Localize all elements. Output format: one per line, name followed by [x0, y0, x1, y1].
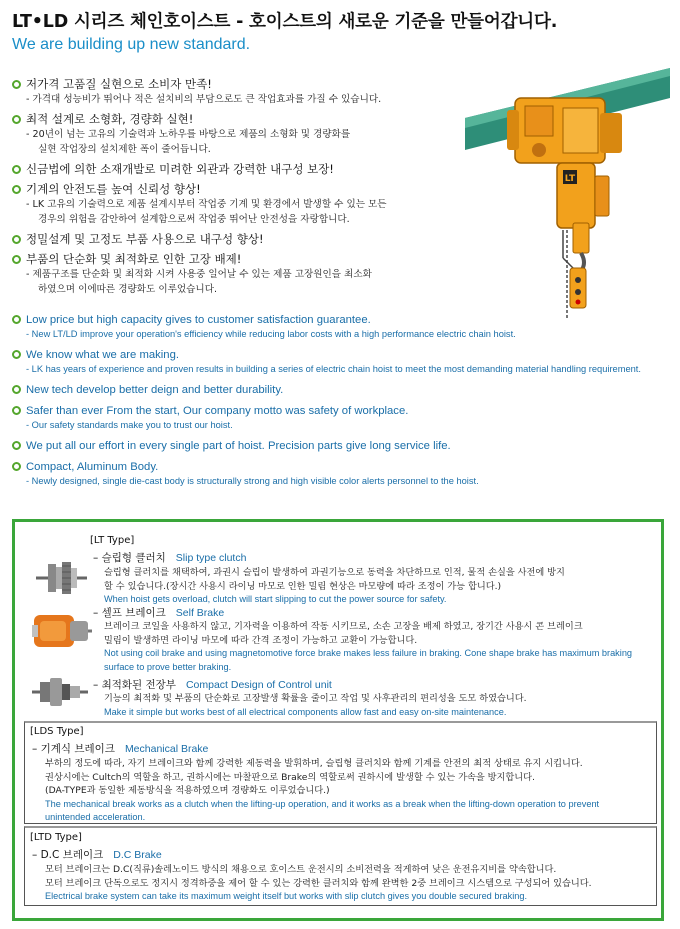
feature-en-detail: - New LT/LD improve your operation's efficiency while reducing labor costs with a high performance electric chain hoist.: [26, 329, 516, 339]
feature-kr-detail: - LK 고유의 기술력으로 제품 설계시부터 작업중 기계 및 환경에서 발생할 수 있는 모든: [26, 199, 387, 210]
lds-item-title: – 기계식 브레이크 Mechanical Brake: [32, 743, 209, 755]
feature-kr-item: [12, 251, 452, 297]
feature-kr-item: [12, 76, 452, 107]
circle-bullet-icon: [12, 235, 21, 244]
feature-en-heading: Low price but high capacity gives to customer satisfaction guarantee.: [26, 313, 371, 326]
circle-bullet-icon: [12, 350, 21, 359]
lt-item-slip-clutch-desc: 슬립형 클러치를 채택하여, 과권시 슬립이 발생하여 과권기능으로 동력을 차단하므로 인적, 물적 손실을 사전에 방지 할 수 있습니다.(장시간 사용시 라이닝 마모로 인한 밀림 현상은 마모량에 따라 조정이 가능 합니다.) When hoist gets overload, clutch will start slipping to cut the power source for safety.: [104, 567, 565, 604]
circle-bullet-icon: [12, 462, 21, 471]
lt-item-slip-clutch-title: – 슬립형 클러치 Slip type clutch: [93, 552, 247, 564]
feature-kr-heading: 부품의 단순화 및 최적화로 인한 고장 배제!: [26, 252, 242, 266]
feature-kr-item: [12, 231, 452, 247]
feature-kr-heading: 저가격 고품질 실현으로 소비자 만족!: [26, 77, 212, 91]
feature-kr-detail: - 제품구조를 단순화 및 최적화 시켜 사용중 일어날 수 있는 제품 고장원인을 최소화: [26, 269, 372, 280]
control-unit-image: [30, 672, 90, 712]
feature-kr-detail: - 20년이 넘는 고유의 기술력과 노하우를 바탕으로 제품의 소형화 및 경량화를: [26, 129, 351, 140]
lt-item-control-unit-desc: 기능의 최적화 및 부품의 단순화로 고장발생 확률을 줄이고 작업 및 사후관리의 편리성을 도모 하였습니다. Make it simple but works best of all electrical components allow fast and easy on-site maintenance.: [104, 693, 527, 717]
feature-en-item: [12, 438, 672, 453]
lt-type-label: [LT Type]: [90, 535, 135, 546]
lt-item-self-brake-title: – 셀프 브레이크 Self Brake: [93, 607, 225, 619]
lds-item-desc: 부하의 정도에 따라, 자기 브레이크와 함께 강력한 제동력을 발휘하며, 슬립형 클러치와 함께 기계를 안전의 최적 상태로 유지 시킵니다. 권상시에는 Cultch의 역할을 하고, 권하시에는 마찰판으로 Brake의 역할로써 권하시에 발생할 수 있는 가속을 방지합니다. (DA-TYPE과 동일한 제동방식을 적용하였으며 경량화도 이루었습니다.) The mechanical break works as a clutch when the lifting-up operation, and it works as a break when the lifting-down operation to prevent unintended acceleration.: [45, 758, 600, 822]
page-title: LT•LD 시리즈 체인호이스트 - 호이스트의 새로운 기준을 만들어갑니다.: [12, 12, 558, 32]
feature-kr-item: [12, 111, 452, 157]
circle-bullet-icon: [12, 165, 21, 174]
lds-type-label: [LDS Type]: [30, 726, 84, 737]
slip-clutch-image: [34, 556, 89, 598]
lt-item-control-unit-title: – 최적화된 전장부 Compact Design of Control unit: [93, 679, 332, 691]
feature-en-item: [12, 403, 672, 432]
feature-en-detail: - Our safety standards make you to trust our hoist.: [26, 420, 233, 430]
ltd-item-desc: 모터 브레이크는 D.C(직류)솔레노이드 방식의 채용으로 호이스트 운전시의 소비전력을 적게하여 낮은 운전유지비를 약속합니다. 모터 브레이크 단독으로도 정지시 정격하중을 제어 할 수 있는 강력한 클러치와 함께 완벽한 2중 브레이크 시스템으로 구성되어 있습니다. Electrical brake system can take its maximum weight itself but works with slip clutch gives you double secured braking.: [45, 864, 592, 901]
circle-bullet-icon: [12, 115, 21, 124]
circle-bullet-icon: [12, 255, 21, 264]
lt-item-self-brake-desc: 브레이크 코일을 사용하지 않고, 기자력을 이용하여 작동 시키므로, 소손 고장을 배제 하였고, 장기간 사용시 콘 브레이크 밀림이 발생하면 라이닝 마모에 따라 간격 조정이 가능하고 교환이 가능합니다. Not using coil brake and using magnetomotive force brake makes less failure in braking. Cone shape brake has maximum braking surface to prove better braking.: [104, 621, 633, 672]
circle-bullet-icon: [12, 406, 21, 415]
feature-kr-item: [12, 161, 452, 177]
features-korean: [12, 76, 452, 301]
circle-bullet-icon: [12, 185, 21, 194]
feature-en-heading: We put all our effort in every single part of hoist. Precision parts give long service life.: [26, 439, 451, 452]
hoist-badge: LT: [564, 174, 576, 184]
feature-en-item: [12, 459, 672, 488]
feature-en-item: [12, 347, 672, 376]
feature-kr-detail: 하였으며 이에따른 경량화도 이루었습니다.: [38, 284, 218, 295]
circle-bullet-icon: [12, 385, 21, 394]
feature-kr-detail: 경우의 위험을 감안하여 설계함으로써 작업중 뛰어난 안전성을 자랑합니다.: [38, 214, 350, 225]
feature-en-detail: - LK has years of experience and proven results in building a series of electric chain hoist to meet the most demanding material handling requirement.: [26, 364, 641, 374]
feature-kr-heading: 정밀설계 및 고정도 부품 사용으로 내구성 향상!: [26, 232, 264, 246]
features-english: [12, 312, 672, 494]
feature-kr-detail: - 가격대 성능비가 뛰어나 적은 설치비의 부담으로도 큰 작업효과를 가질 수 있습니다.: [26, 94, 382, 105]
feature-en-detail: - Newly designed, single die-cast body is structurally strong and high visible color alerts personnel to the hoist.: [26, 476, 479, 486]
feature-kr-heading: 기계의 안전도를 높여 신뢰성 향상!: [26, 182, 201, 196]
self-brake-image: [30, 607, 92, 655]
feature-kr-heading: 신금법에 의한 소재개발로 미려한 외관과 강력한 내구성 보장!: [26, 162, 334, 176]
ltd-item-title: – D.C 브레이크 D.C Brake: [32, 849, 162, 861]
chain-hoist-image: [455, 58, 670, 323]
circle-bullet-icon: [12, 441, 21, 450]
feature-en-heading: New tech develop better deign and better durability.: [26, 383, 284, 396]
feature-en-item: [12, 312, 672, 341]
feature-en-heading: We know what we are making.: [26, 348, 179, 361]
feature-en-heading: Compact, Aluminum Body.: [26, 460, 159, 473]
feature-kr-item: [12, 181, 452, 227]
circle-bullet-icon: [12, 80, 21, 89]
circle-bullet-icon: [12, 315, 21, 324]
page-subtitle: We are building up new standard.: [12, 36, 251, 53]
feature-kr-detail: 실현 작업장의 설치제한 폭이 줄어듭니다.: [38, 144, 211, 155]
ltd-type-label: [LTD Type]: [30, 832, 82, 843]
feature-kr-heading: 최적 설계로 소형화, 경량화 실현!: [26, 112, 194, 126]
feature-en-item: [12, 382, 672, 397]
feature-en-heading: Safer than ever From the start, Our company motto was safety of workplace.: [26, 404, 409, 417]
